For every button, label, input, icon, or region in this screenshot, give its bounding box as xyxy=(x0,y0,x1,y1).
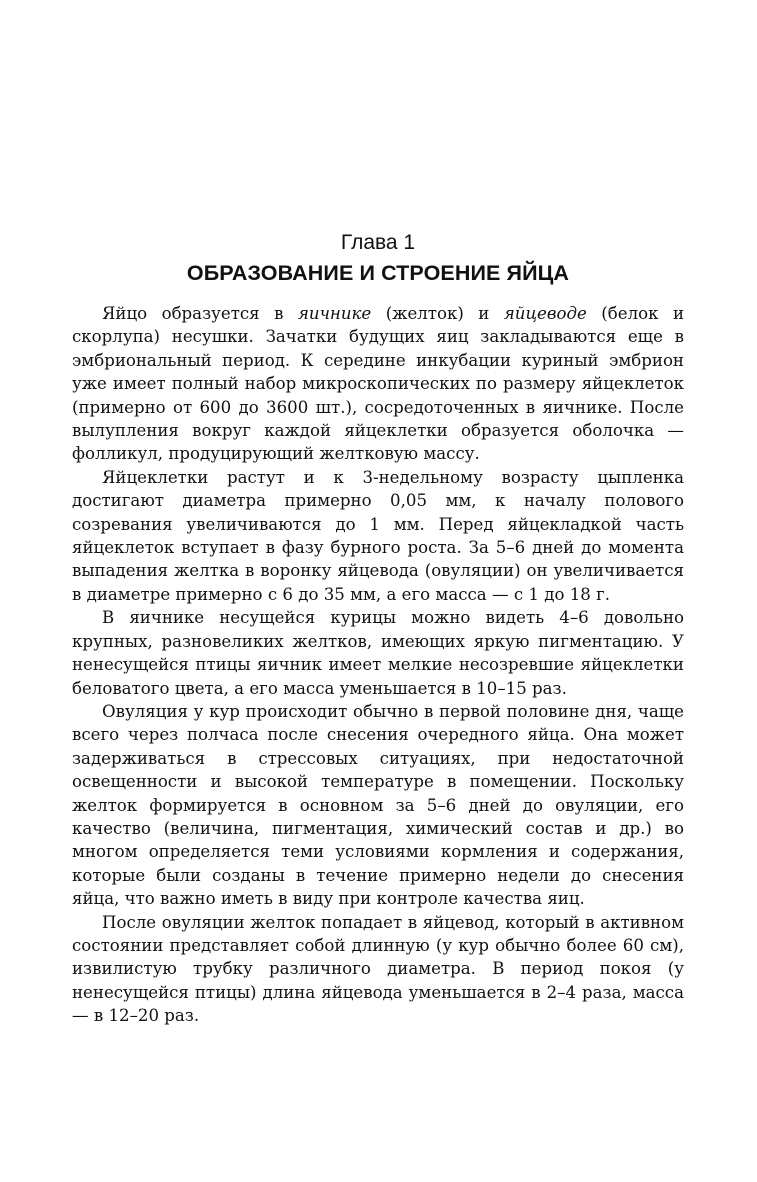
paragraph-2: Яйцеклетки растут и к 3-недельному возрасту цыпленка достигают диаметра примерно 0,05 мм, к началу полового созревания увеличиваются до 1 мм. Перед яйцекладкой часть яйцеклеток вступает в фазу бурного роста. За 5–6 дней до момента выпадения желтка в воронку яйцевода (овуляции) он увеличивается в диаметре примерно с 6 до 35 мм, а его масса — с 1 до 18 г. xyxy=(72,467,684,604)
paragraph-1-text-c: (белок и скорлупа) несушки. Зачатки будущих яиц закладываются еще в эмбриональный период. К середине инкубации куриный эмбрион уже имеет полный набор микроскопических по размеру яйцеклеток (примерно от 600 до 3600 шт.), сосредоточенных в яичнике. После вылупления вокруг каждой яйцеклетки образуется оболочка — фолликул, продуцирующий желтковую массу. xyxy=(72,304,685,464)
chapter-label: Глава 1 xyxy=(340,231,416,254)
paragraph-5: После овуляции желток попадает в яйцевод, который в активном состоянии представляет собой длинную (у кур обычно более 60 см), извилистую трубку различного диаметра. В период покоя (у ненесущейся птицы) длина яйцевода уменьшается в 2–4 раза, масса — в 12–20 раз. xyxy=(72,912,684,1026)
paragraph-1-text-a: Яйцо образуется в xyxy=(102,304,298,323)
term-ovary: яичнике xyxy=(297,304,372,323)
term-oviduct: яйцеводе xyxy=(503,304,587,323)
book-page xyxy=(72,228,684,1028)
paragraph-1-text-b: (желток) и xyxy=(371,304,504,323)
paragraph-4: Овуляция у кур происходит обычно в первой половине дня, чаще всего через полчаса после снесения очередного яйца. Она может задерживаться в стрессовых ситуациях, при недостаточной освещенности и высокой температуре в помещении. Поскольку желток формируется в основном за 5–6 дней до овуляции, его качество (величина, пигментация, химический состав и др.) во многом определяется теми условиями кормления и содержания, которые были созданы в течение примерно недели до снесения яйца, что важно иметь в виду при контроле качества яиц. xyxy=(72,701,684,909)
chapter-title: ОБРАЗОВАНИЕ И СТРОЕНИЕ ЯЙЦА xyxy=(186,261,570,285)
paragraph-1 xyxy=(72,302,684,466)
paragraph-3: В яичнике несущейся курицы можно видеть 4–6 довольно крупных, разновеликих желтков, имеющих яркую пигментацию. У ненесущейся птицы яичник имеет мелкие несозревшие яйцеклетки беловатого цвета, а его масса уменьшается в 10–15 раз. xyxy=(72,608,684,698)
